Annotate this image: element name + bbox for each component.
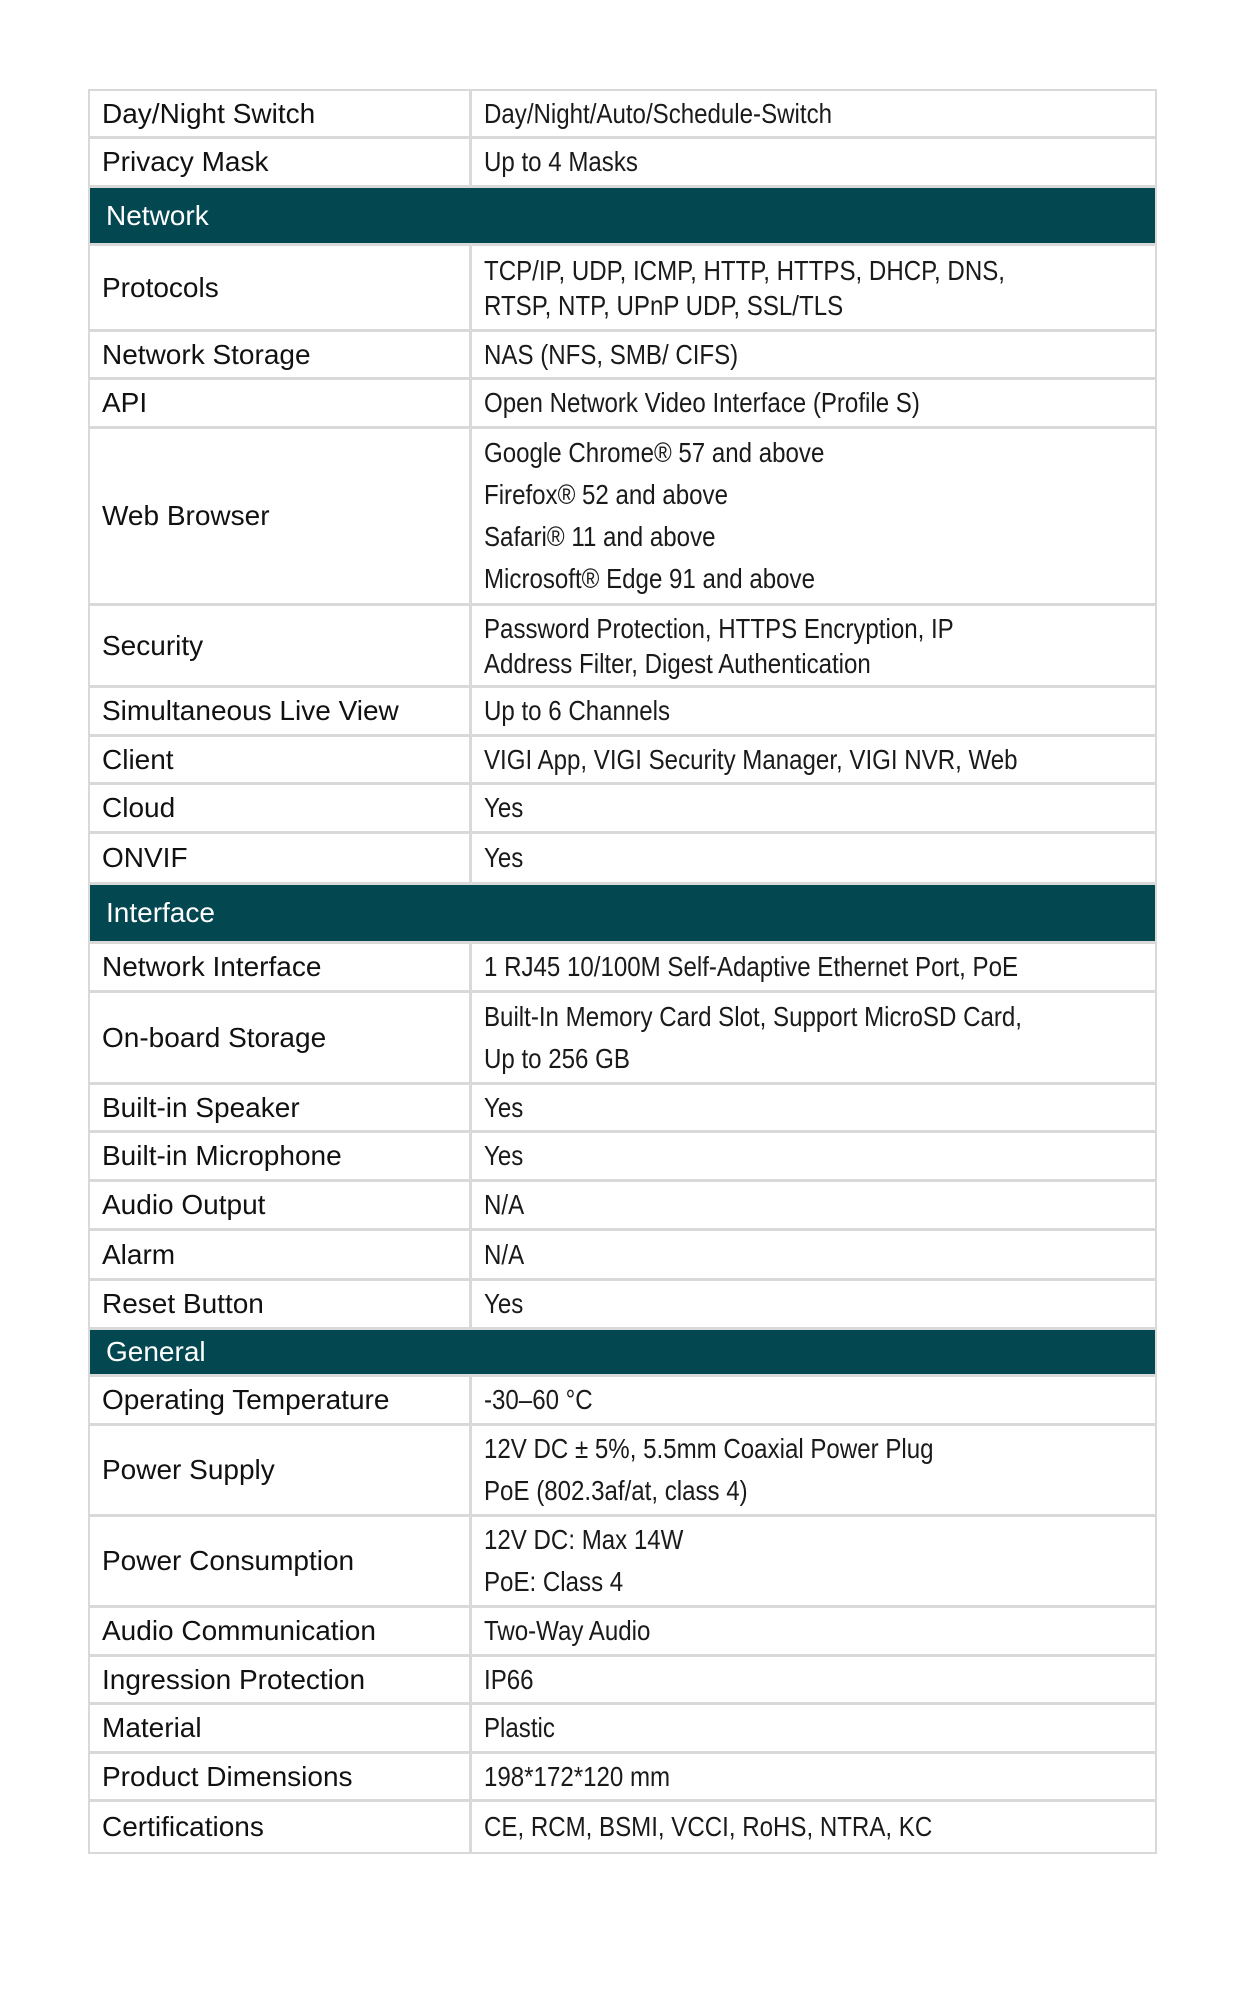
spec-row-privacy-mask [90, 139, 1155, 188]
spec-row-material [90, 1705, 1155, 1754]
spec-row-web-browser [90, 429, 1155, 606]
spec-value [472, 1426, 1155, 1514]
spec-label: On-board Storage [90, 993, 472, 1082]
spec-label: Web Browser [90, 429, 472, 603]
spec-row-protocols [90, 246, 1155, 332]
spec-value-line: 12V DC: Max 14W [484, 1524, 684, 1555]
spec-value [472, 1802, 1155, 1852]
section-header-general: General [90, 1330, 1155, 1377]
spec-value-line: PoE (802.3af/at, class 4) [484, 1475, 748, 1506]
spec-label: Cloud [90, 785, 472, 831]
spec-value-line: 198*172*120 mm [484, 1760, 671, 1792]
spec-value [472, 1231, 1155, 1278]
spec-value [472, 944, 1155, 990]
spec-value [472, 1705, 1155, 1751]
spec-label: Built-in Microphone [90, 1133, 472, 1179]
spec-value-line: Built-In Memory Card Slot, Support MicroSD Card, [484, 1000, 1022, 1032]
spec-row-client [90, 737, 1155, 785]
spec-value [472, 1281, 1155, 1327]
spec-row-simultaneous-live-view [90, 688, 1155, 737]
spec-row-operating-temperature [90, 1377, 1155, 1426]
spec-value [472, 1377, 1155, 1423]
spec-value [472, 1182, 1155, 1228]
spec-label: Certifications [90, 1802, 472, 1852]
spec-table [88, 89, 1157, 1854]
spec-label: Ingression Protection [90, 1657, 472, 1702]
spec-row-built-in-speaker [90, 1085, 1155, 1133]
spec-row-audio-communication [90, 1608, 1155, 1657]
spec-label: Privacy Mask [90, 139, 472, 185]
spec-label: Operating Temperature [90, 1377, 472, 1423]
spec-label: Protocols [90, 246, 472, 329]
spec-value [472, 1608, 1155, 1654]
spec-value-line: N/A [484, 1238, 525, 1270]
spec-label: Client [90, 737, 472, 782]
spec-value-line: TCP/IP, UDP, ICMP, HTTP, HTTPS, DHCP, DNS, [484, 254, 1005, 286]
spec-row-alarm [90, 1231, 1155, 1281]
spec-value-line: Up to 4 Masks [484, 146, 638, 177]
spec-value [472, 606, 1155, 685]
spec-label: Security [90, 606, 472, 685]
spec-value [472, 139, 1155, 185]
spec-value [472, 1085, 1155, 1130]
spec-value-line: Yes [484, 842, 524, 873]
spec-row-built-in-microphone [90, 1133, 1155, 1182]
spec-value-line: Password Protection, HTTPS Encryption, IP [484, 612, 954, 644]
spec-value-line: NAS (NFS, SMB/ CIFS) [484, 338, 739, 370]
section-header-interface: Interface [90, 885, 1155, 944]
spec-label: Built-in Speaker [90, 1085, 472, 1130]
spec-value [472, 332, 1155, 377]
spec-label: Reset Button [90, 1281, 472, 1327]
spec-value-line: Day/Night/Auto/Schedule-Switch [484, 97, 833, 129]
spec-row-power-consumption [90, 1517, 1155, 1608]
spec-value-line: -30–60 °C [484, 1384, 593, 1415]
spec-value-line: VIGI App, VIGI Security Manager, VIGI NVR, Web [484, 743, 1018, 775]
spec-value-line: Yes [484, 1091, 524, 1123]
spec-value-line: 1 RJ45 10/100M Self-Adaptive Ethernet Port, PoE [484, 951, 1019, 982]
spec-value-line: Safari® 11 and above [484, 521, 716, 552]
spec-value [472, 834, 1155, 882]
spec-row-network-storage [90, 332, 1155, 380]
spec-value-line: Address Filter, Digest Authentication [484, 647, 871, 679]
spec-label: Power Consumption [90, 1517, 472, 1605]
spec-label: Power Supply [90, 1426, 472, 1514]
spec-value-line: Plastic [484, 1712, 555, 1743]
spec-value-line: CE, RCM, BSMI, VCCI, RoHS, NTRA, KC [484, 1811, 933, 1842]
spec-value-line: Open Network Video Interface (Profile S) [484, 387, 920, 418]
spec-value [472, 1754, 1155, 1799]
spec-label: Audio Output [90, 1182, 472, 1228]
spec-value-line: IP66 [484, 1663, 534, 1695]
spec-value-line: Yes [484, 1140, 524, 1171]
spec-label: Audio Communication [90, 1608, 472, 1654]
spec-value [472, 429, 1155, 603]
spec-label: Material [90, 1705, 472, 1751]
spec-row-api [90, 380, 1155, 429]
spec-row-on-board-storage [90, 993, 1155, 1085]
spec-value [472, 737, 1155, 782]
spec-value-line: Up to 256 GB [484, 1042, 630, 1074]
spec-value-line: PoE: Class 4 [484, 1566, 624, 1597]
spec-row-power-supply [90, 1426, 1155, 1517]
spec-row-cloud [90, 785, 1155, 834]
spec-label: Network Interface [90, 944, 472, 990]
spec-value-line: Up to 6 Channels [484, 695, 671, 726]
spec-value [472, 1657, 1155, 1702]
spec-label: Alarm [90, 1231, 472, 1278]
spec-row-security [90, 606, 1155, 688]
spec-row-onvif [90, 834, 1155, 885]
spec-label: Network Storage [90, 332, 472, 377]
spec-value-line: Yes [484, 792, 524, 823]
spec-value [472, 785, 1155, 831]
spec-row-audio-output [90, 1182, 1155, 1231]
spec-value-line: Microsoft® Edge 91 and above [484, 563, 815, 594]
spec-row-network-interface [90, 944, 1155, 993]
spec-value-line: Two-Way Audio [484, 1615, 651, 1646]
spec-label: Simultaneous Live View [90, 688, 472, 734]
spec-value-line: Yes [484, 1288, 524, 1319]
spec-row-day-night-switch [90, 91, 1155, 139]
spec-value [472, 688, 1155, 734]
spec-value [472, 246, 1155, 329]
spec-row-product-dimensions [90, 1754, 1155, 1802]
section-header-network: Network [90, 188, 1155, 246]
spec-label: Day/Night Switch [90, 91, 472, 136]
spec-label: ONVIF [90, 834, 472, 882]
spec-value-line: Google Chrome® 57 and above [484, 437, 825, 468]
spec-label: API [90, 380, 472, 426]
spec-value-line: Firefox® 52 and above [484, 479, 728, 510]
spec-row-reset-button [90, 1281, 1155, 1330]
spec-value [472, 380, 1155, 426]
spec-value [472, 1517, 1155, 1605]
spec-row-ingression-protection [90, 1657, 1155, 1705]
spec-value-line: RTSP, NTP, UPnP UDP, SSL/TLS [484, 289, 844, 321]
spec-value [472, 993, 1155, 1082]
spec-value-line: 12V DC ± 5%, 5.5mm Coaxial Power Plug [484, 1433, 934, 1464]
spec-value-line: N/A [484, 1189, 525, 1220]
spec-value [472, 91, 1155, 136]
spec-value [472, 1133, 1155, 1179]
spec-label: Product Dimensions [90, 1754, 472, 1799]
spec-row-certifications [90, 1802, 1155, 1852]
